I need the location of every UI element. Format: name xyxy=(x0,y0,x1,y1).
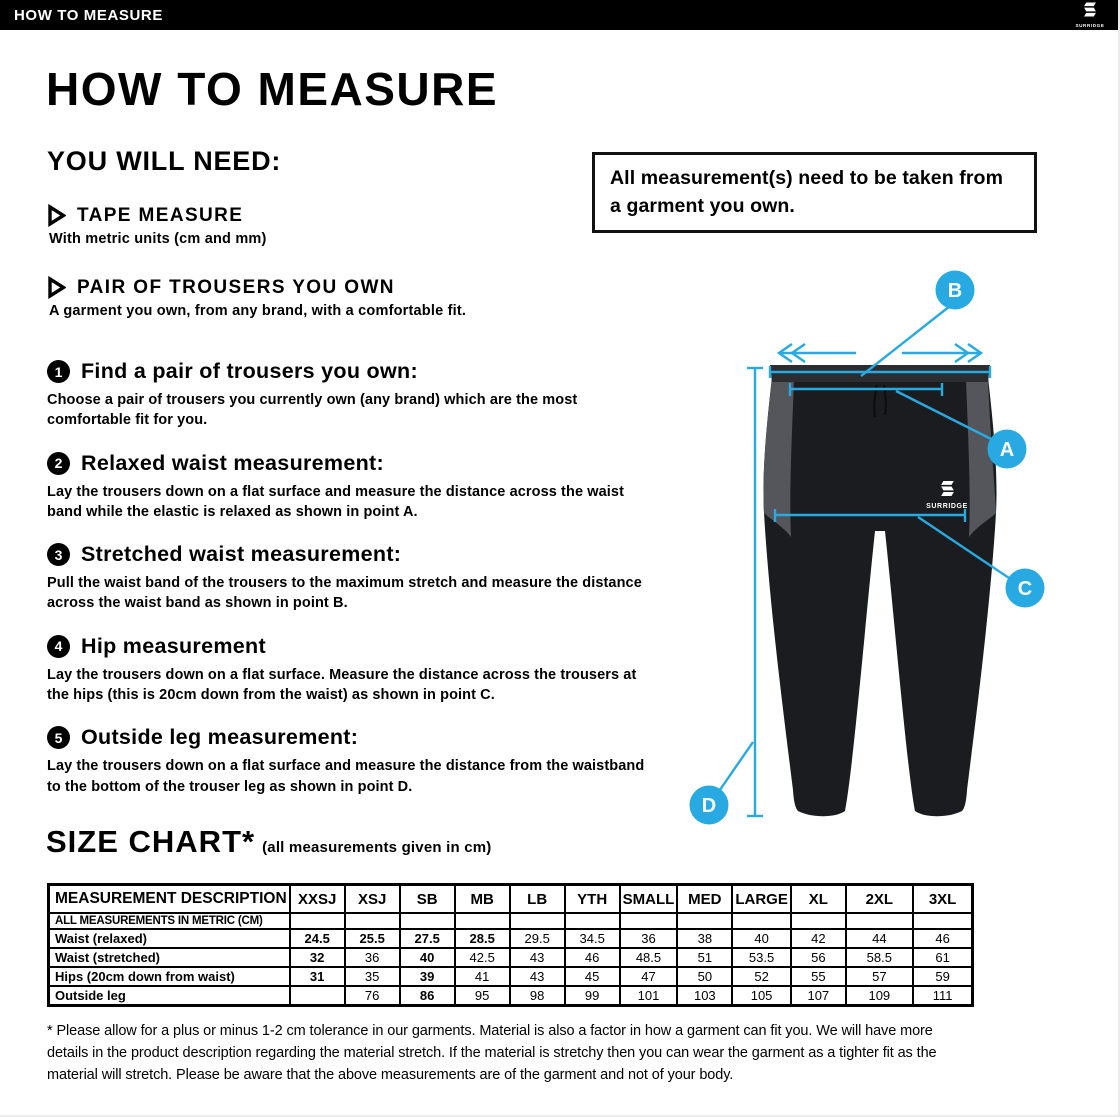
top-bar xyxy=(0,0,1120,30)
measurement-value-cell: 35 xyxy=(345,967,400,986)
size-chart-table xyxy=(47,883,974,1007)
measurement-value-cell: 40 xyxy=(732,929,791,948)
size-chart-subtitle: (all measurements given in cm) xyxy=(262,839,492,856)
measurement-value-cell: 41 xyxy=(455,967,510,986)
measurement-value-cell: 46 xyxy=(565,948,620,967)
trousers-body xyxy=(763,377,996,816)
measurement-value-cell: 42.5 xyxy=(455,948,510,967)
measurement-row xyxy=(49,986,973,1006)
need-item-label: TAPE MEASURE xyxy=(77,204,244,226)
empty-cell xyxy=(290,913,345,929)
column-header-size: XXSJ xyxy=(290,885,345,914)
marker-a-label: A xyxy=(999,439,1015,461)
trousers-illustration xyxy=(688,265,1070,845)
step-description: Lay the trousers down on a flat surface and measure the distance across the waist band while the elastic is relaxed as shown in point A. xyxy=(47,483,624,520)
table-header-row xyxy=(49,885,973,914)
step-title: Hip measurement xyxy=(81,633,266,658)
column-header-size: XSJ xyxy=(345,885,400,914)
stretch-arrow-right xyxy=(902,344,981,362)
measurement-value-cell: 45 xyxy=(565,967,620,986)
empty-cell xyxy=(913,913,973,929)
empty-cell xyxy=(732,913,791,929)
measurement-value-cell: 31 xyxy=(290,967,345,986)
page-title: HOW TO MEASURE xyxy=(46,63,499,115)
measurement-value-cell: 57 xyxy=(846,967,913,986)
top-bar-title: HOW TO MEASURE xyxy=(14,7,163,24)
step-number-badge: 3 xyxy=(47,543,70,566)
measurement-value-cell: 27.5 xyxy=(400,929,455,948)
marker-b-label: B xyxy=(947,280,963,302)
triangle-bullet-icon xyxy=(47,204,66,227)
measurement-value-cell: 36 xyxy=(345,948,400,967)
empty-cell xyxy=(345,913,400,929)
measurement-value-cell: 42 xyxy=(791,929,846,948)
measurement-value-cell: 61 xyxy=(913,948,973,967)
measurement-value-cell: 51 xyxy=(677,948,732,967)
measurement-value-cell: 55 xyxy=(791,967,846,986)
steps-list xyxy=(47,359,652,817)
step-item xyxy=(47,725,652,797)
need-item xyxy=(47,276,647,319)
measurement-value-cell: 39 xyxy=(400,967,455,986)
measurement-value-cell: 25.5 xyxy=(345,929,400,948)
waistband xyxy=(770,365,990,382)
measurement-value-cell xyxy=(290,986,345,1006)
marker-d-label: D xyxy=(701,795,717,817)
measurement-row xyxy=(49,967,973,986)
marker-d-pointer xyxy=(715,742,753,797)
column-header-size: SMALL xyxy=(620,885,678,914)
step-description: Lay the trousers down on a flat surface. Measure the distance across the trousers at the hips (this is 20cm down from the waist) as shown in point C. xyxy=(47,666,637,704)
need-item-description: A garment you own, from any brand, with a comfortable fit. xyxy=(49,303,467,319)
step-number-badge: 5 xyxy=(47,726,70,749)
measurement-value-cell: 43 xyxy=(510,948,565,967)
measurement-value-cell: 56 xyxy=(791,948,846,967)
step-title: Relaxed waist measurement: xyxy=(81,450,384,475)
size-chart-title: SIZE CHART* xyxy=(46,824,256,859)
measurement-value-cell: 103 xyxy=(677,986,732,1006)
note-box: All measurement(s) need to be taken from a garment you own. xyxy=(592,152,1037,233)
step-item xyxy=(47,451,652,523)
need-item-description: With metric units (cm and mm) xyxy=(49,231,267,247)
measurement-row-label: Outside leg xyxy=(49,986,290,1006)
measurement-value-cell: 29.5 xyxy=(510,929,565,948)
empty-cell xyxy=(677,913,732,929)
triangle-bullet-icon xyxy=(47,276,66,299)
measurement-value-cell: 99 xyxy=(565,986,620,1006)
side-panel-left xyxy=(763,379,794,537)
column-header-size: YTH xyxy=(565,885,620,914)
measurement-value-cell: 109 xyxy=(846,986,913,1006)
column-header-size: LARGE xyxy=(732,885,791,914)
step-number-badge: 2 xyxy=(47,452,70,475)
size-chart-heading xyxy=(46,824,492,860)
measurement-row xyxy=(49,948,973,967)
measurement-row xyxy=(49,929,973,948)
column-header-size: MED xyxy=(677,885,732,914)
measurement-value-cell: 95 xyxy=(455,986,510,1006)
metric-note-label: ALL MEASUREMENTS IN METRIC (CM) xyxy=(49,913,290,929)
metric-note-row xyxy=(49,913,973,929)
measurement-value-cell: 58.5 xyxy=(846,948,913,967)
you-will-need-list xyxy=(47,204,647,348)
measurement-row-label: Waist (stretched) xyxy=(49,948,290,967)
measurement-value-cell: 46 xyxy=(913,929,973,948)
column-header-size: SB xyxy=(400,885,455,914)
measurement-value-cell: 43 xyxy=(510,967,565,986)
need-item xyxy=(47,204,647,247)
surridge-s-icon xyxy=(1083,2,1097,17)
column-header-size: 3XL xyxy=(913,885,973,914)
empty-cell xyxy=(565,913,620,929)
step-item xyxy=(47,634,652,706)
column-header-size: MB xyxy=(455,885,510,914)
column-header-size: 2XL xyxy=(846,885,913,914)
column-header-size: XL xyxy=(791,885,846,914)
measurement-value-cell: 38 xyxy=(677,929,732,948)
measurement-value-cell: 101 xyxy=(620,986,678,1006)
measurement-value-cell: 28.5 xyxy=(455,929,510,948)
measurement-row-label: Hips (20cm down from waist) xyxy=(49,967,290,986)
trousers-measurement-figure xyxy=(688,265,1070,845)
trousers-brand-text: SURRIDGE xyxy=(926,503,968,510)
need-item-label: PAIR OF TROUSERS YOU OWN xyxy=(77,276,395,298)
step-item xyxy=(47,359,652,431)
measurement-value-cell: 47 xyxy=(620,967,678,986)
measurement-row-label: Waist (relaxed) xyxy=(49,929,290,948)
empty-cell xyxy=(846,913,913,929)
measurement-value-cell: 107 xyxy=(791,986,846,1006)
step-description: Lay the trousers down on a flat surface and measure the distance from the waistband to the bottom of the trouser leg as shown in point D. xyxy=(47,758,645,795)
measurement-value-cell: 36 xyxy=(620,929,678,948)
measurement-value-cell: 24.5 xyxy=(290,929,345,948)
measurement-value-cell: 53.5 xyxy=(732,948,791,967)
empty-cell xyxy=(400,913,455,929)
empty-cell xyxy=(510,913,565,929)
measurement-value-cell: 111 xyxy=(913,986,973,1006)
step-number-badge: 1 xyxy=(47,360,70,383)
measurement-value-cell: 86 xyxy=(400,986,455,1006)
empty-cell xyxy=(791,913,846,929)
measurement-value-cell: 32 xyxy=(290,948,345,967)
step-description: Pull the waist band of the trousers to the maximum stretch and measure the distance across the waist band as shown in point B. xyxy=(47,575,642,612)
you-will-need-heading: YOU WILL NEED: xyxy=(47,146,282,176)
footnote: * Please allow for a plus or minus 1-2 cm tolerance in our garments. Material is also a factor in how a garment can fit you. We will have more details in the product description regarding the material stretch. If the material is stretchy then you can wear the garment as a tighter fit as the material will stretch. Please be aware that the above measurements are of the garment and not of your body. xyxy=(47,1023,937,1084)
step-number-badge: 4 xyxy=(47,635,70,658)
step-title: Find a pair of trousers you own: xyxy=(81,359,418,383)
measurement-value-cell: 50 xyxy=(677,967,732,986)
surridge-logo xyxy=(1070,2,1110,28)
step-item xyxy=(47,542,652,614)
column-header-description: MEASUREMENT DESCRIPTION xyxy=(49,885,290,914)
step-description: Choose a pair of trousers you currently own (any brand) which are the most comfortable fit for you. xyxy=(47,392,578,429)
empty-cell xyxy=(455,913,510,929)
surridge-logo-text: SURRIDGE xyxy=(1075,23,1105,28)
empty-cell xyxy=(620,913,678,929)
measurement-value-cell: 76 xyxy=(345,986,400,1006)
measurement-value-cell: 98 xyxy=(510,986,565,1006)
step-title: Stretched waist measurement: xyxy=(81,542,402,567)
stretch-arrow-left xyxy=(779,344,856,362)
marker-c-label: C xyxy=(1017,578,1033,600)
measurement-value-cell: 59 xyxy=(913,967,973,986)
measurement-value-cell: 48.5 xyxy=(620,948,678,967)
column-header-size: LB xyxy=(510,885,565,914)
step-title: Outside leg measurement: xyxy=(81,725,359,750)
measurement-value-cell: 52 xyxy=(732,967,791,986)
measurement-value-cell: 40 xyxy=(400,948,455,967)
measurement-value-cell: 105 xyxy=(732,986,791,1006)
measurement-value-cell: 44 xyxy=(846,929,913,948)
measurement-value-cell: 34.5 xyxy=(565,929,620,948)
